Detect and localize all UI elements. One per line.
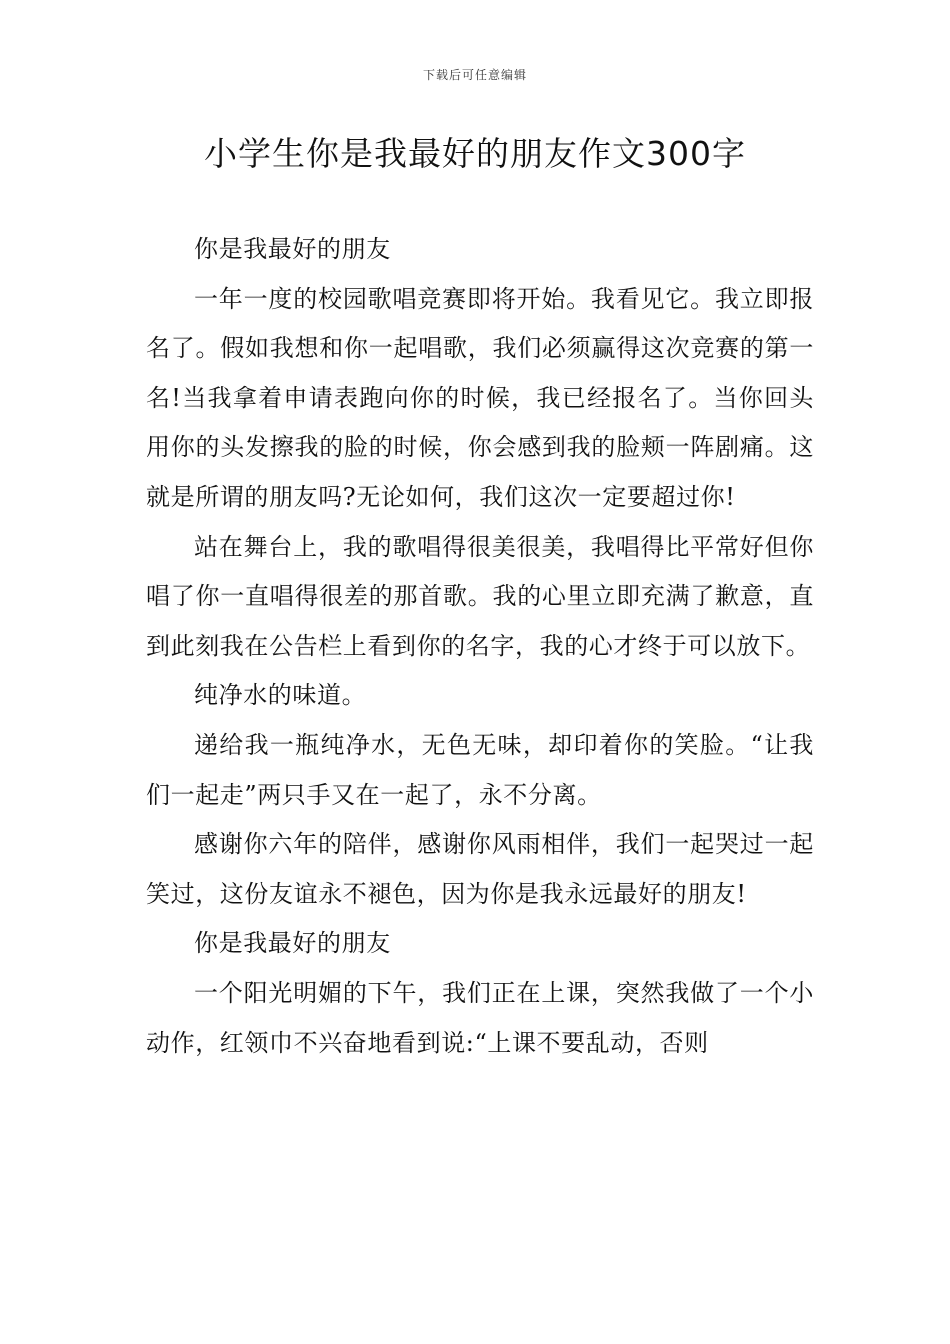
essay-subheading: 你是我最好的朋友 <box>194 929 391 958</box>
essay-paragraph: 递给我一瓶纯净水，无色无味，却印着你的笑脸。“让我们一起走”两只手又在一起了，永不分离。 <box>146 730 814 809</box>
header-note: 下载后可任意编辑 <box>422 68 527 82</box>
essay-paragraph: 站在舞台上，我的歌唱得很美很美，我唱得比平常好但你唱了你一直唱得很差的那首歌。我的心里立即充满了歉意，直到此刻我在公告栏上看到你的名字，我的心才终于可以放下。 <box>146 532 814 660</box>
essay-subheading: 你是我最好的朋友 <box>194 235 391 263</box>
essay-body <box>146 225 814 1068</box>
essay-paragraph: 感谢你六年的陪伴，感谢你风雨相伴，我们一起哭过一起笑过，这份友谊永不褪色，因为你是我永远最好的朋友! <box>146 830 814 908</box>
essay-subheading: 纯净水的味道。 <box>194 681 367 710</box>
essay-paragraph: 一个阳光明媚的下午，我们正在上课，突然我做了一个小动作，红领巾不兴奋地看到说:“上课不要乱动，否则 <box>146 978 814 1057</box>
page-title: 小学生你是我最好的朋友作文300字 <box>204 134 746 173</box>
essay-paragraph: 一年一度的校园歌唱竞赛即将开始。我看见它。我立即报名了。假如我想和你一起唱歌，我们必须赢得这次竞赛的第一名!当我拿着申请表跑向你的时候，我已经报名了。当你回头用你的头发擦我的脸的时候，你会感到我的脸颊一阵剧痛。这就是所谓的朋友吗?无论如何，我们这次一定要超过你! <box>146 284 814 511</box>
